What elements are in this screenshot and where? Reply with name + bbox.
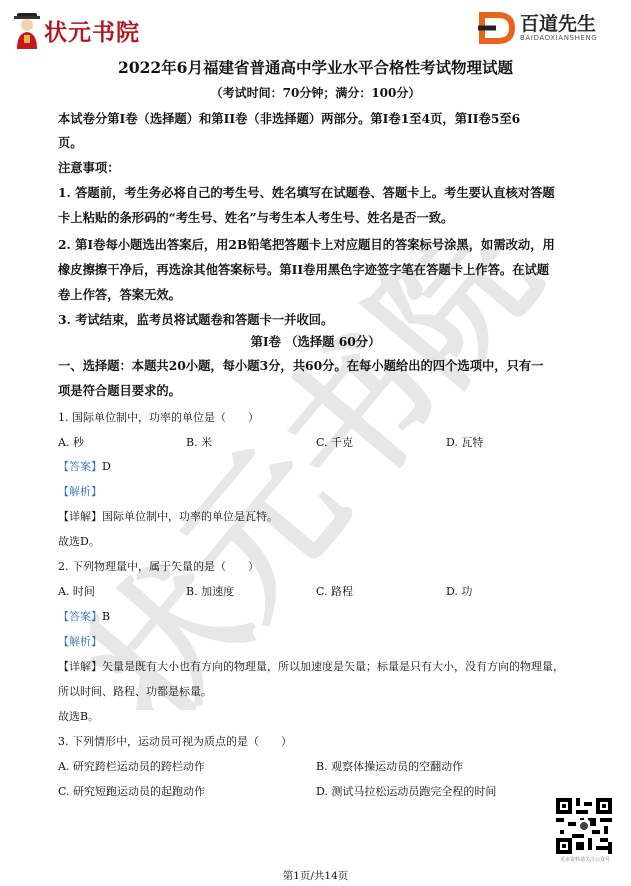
notice-line-3: 2. 第I卷每小题选出答案后，用2B铅笔把答题卡上对应题目的答案标号涂黑，如需改动，用 (58, 237, 555, 252)
q1-stem: 1. 国际单位制中，功率的单位是（ ） (58, 411, 259, 424)
intro-line-1: 本试卷分第I卷（选择题）和第II卷（非选择题）两部分。第I卷1至4页，第II卷5至6 (58, 111, 521, 126)
q2-option-a: A. 时间 (58, 585, 95, 598)
q3-stem: 3. 下列情形中，运动员可视为质点的是（ ） (58, 735, 292, 748)
q3-option-c: C. 研究短跑运动员的起跑动作 (58, 785, 206, 798)
q1-option-d: D. 瓦特 (446, 436, 484, 449)
notice-line-1: 1. 答题前，考生务必将自己的考生号、姓名填写在试题卷、答题卡上。考生要认直核对答题 (58, 185, 555, 200)
q1-analysis-label: 【解析】 (58, 485, 102, 498)
zhuangyuan-logo (12, 10, 140, 50)
q1-option-b: B. 米 (186, 436, 213, 449)
scholar-icon (12, 11, 42, 49)
notice-line-4: 橡皮擦擦干净后，再选涂其他答案标号。第II卷用黑色字迹签字笔在答题卡上作答。在试题 (58, 262, 550, 277)
section-intro-2: 项是符合题目要求的。 (58, 383, 181, 398)
q2-analysis-label: 【解析】 (58, 635, 102, 648)
q2-option-b: B. 加速度 (186, 585, 235, 598)
q1-option-a: A. 秒 (58, 436, 84, 449)
q3-option-d: D. 测试马拉松运动员跑完全程的时间 (316, 785, 497, 798)
q2-answer (58, 607, 578, 627)
q2-answer-label: 【答案】 (58, 610, 102, 623)
notice-line-2: 卡上粘贴的条形码的“考生号、姓名”与考生本人考生号、姓名是否一致。 (58, 210, 454, 225)
q1-answer-value: D (102, 460, 111, 473)
page-footer: 第1页/共14页 (282, 870, 349, 882)
exam-title: 2022年6月福建省普通高中学业水平合格性考试物理试题 (118, 58, 513, 77)
section-intro-1: 一、选择题：本题共20小题，每小题3分，共60分。在每小题给出的四个选项中，只有一 (58, 358, 544, 373)
baidao-logo (476, 10, 597, 46)
watermark-text: 状元书院 (90, 250, 550, 710)
zhuangyuan-logo-text: 状元书院 (44, 18, 140, 46)
baidao-logo-sub: BAIDAOXIANSHENG (520, 34, 598, 42)
q2-detail-2: 所以时间、路程、功都是标量。 (58, 685, 212, 698)
q1-answer (58, 457, 578, 477)
q1-detail: 【详解】国际单位制中，功率的单位是瓦特。 (58, 510, 278, 523)
notice-line-6: 3. 考试结束，监考员将试题卷和答题卡一并收回。 (58, 312, 334, 327)
baidao-d-icon (476, 11, 516, 45)
q1-conclusion: 故选D。 (58, 535, 100, 548)
q2-option-c: C. 路程 (316, 585, 354, 598)
qr-caption: 更多资料请关注公众号 (559, 857, 610, 863)
notice-heading: 注意事项： (58, 160, 120, 175)
q3-option-b: B. 观察体操运动员的空翻动作 (316, 760, 464, 773)
exam-subtitle: （考试时间：70分钟；满分：100分） (210, 86, 421, 100)
section-title: 第I卷 （选择题 60分） (250, 334, 381, 349)
q1-option-c: C. 千克 (316, 436, 354, 449)
q1-answer-label: 【答案】 (58, 460, 102, 473)
q2-stem: 2. 下列物理量中，属于矢量的是（ ） (58, 560, 259, 573)
q2-answer-value: B (102, 610, 111, 623)
baidao-logo-main: 百道先生 (520, 13, 597, 35)
notice-line-5: 卷上作答，答案无效。 (58, 287, 181, 302)
qr-code (556, 798, 612, 854)
q2-detail-1: 【详解】矢量是既有大小也有方向的物理量，所以加速度是矢量；标量是只有大小，没有方向的物理量， (58, 660, 564, 673)
q3-option-a: A. 研究跨栏运动员的跨栏动作 (58, 760, 205, 773)
q2-conclusion: 故选B。 (58, 710, 100, 723)
q2-option-d: D. 功 (446, 585, 473, 598)
intro-line-2: 页。 (58, 135, 83, 150)
